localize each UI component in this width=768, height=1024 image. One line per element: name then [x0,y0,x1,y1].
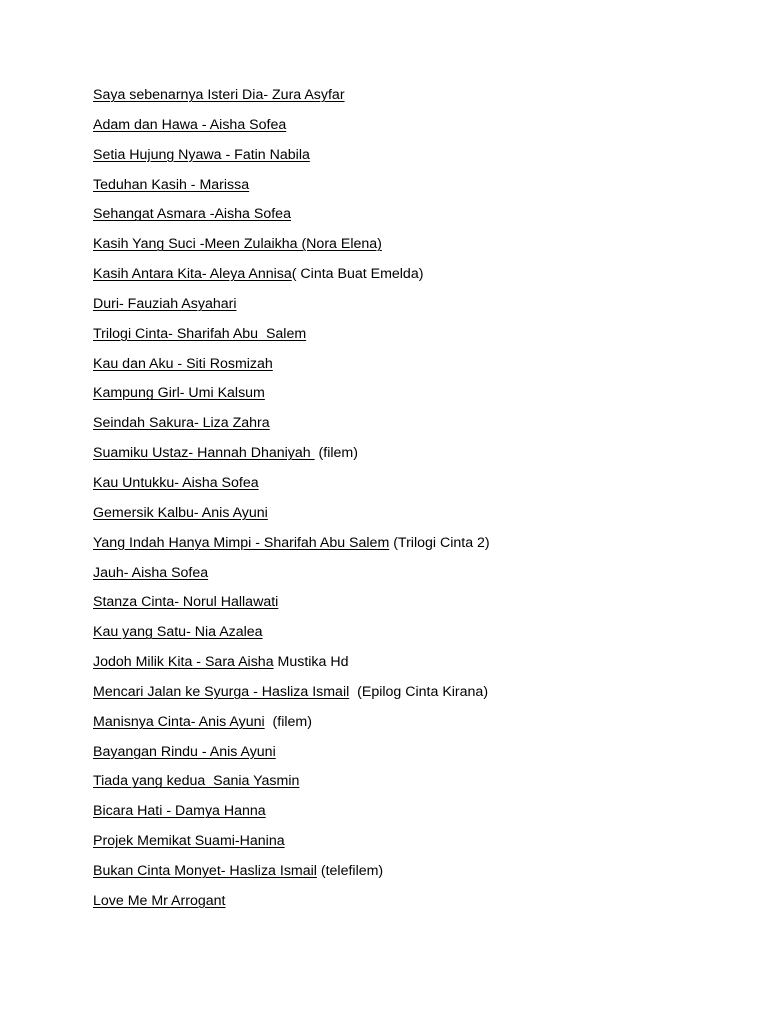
book-title-link[interactable]: Kasih Antara Kita- Aleya Annisa [93,266,292,283]
list-item [93,442,733,472]
list-item [93,532,733,562]
list-item [93,681,733,711]
list-item [93,711,733,741]
book-title-link[interactable]: Love Me Mr Arrogant [93,892,226,909]
book-title-link[interactable]: Saya sebenarnya Isteri Dia- Zura Asyfar [93,87,345,103]
list-item [93,860,733,890]
book-note: ( Cinta Buat Emelda) [291,266,424,283]
book-note: (telefilem) [316,862,384,879]
list-item [93,382,733,412]
list-item [93,621,733,651]
book-title-link[interactable]: Kasih Yang Suci -Meen Zulaikha (Nora Elena) [93,236,382,253]
list-item [93,203,733,233]
list-item [93,830,733,860]
list-item [93,412,733,442]
list-item [93,890,733,920]
book-title-link[interactable]: Mencari Jalan ke Syurga - Hasliza Ismail [93,683,350,700]
book-title-link[interactable]: Stanza Cinta- Norul Hallawati [93,594,279,611]
book-list [93,84,733,920]
book-title-link[interactable]: Seindah Sakura- Liza Zahra [93,415,270,432]
list-item [93,741,733,771]
book-title-link[interactable]: Tiada yang kedua Sania Yasmin [93,773,300,790]
book-title-link[interactable]: Kau dan Aku - Siti Rosmizah [93,355,273,372]
list-item [93,770,733,800]
book-note: Mustika Hd [273,654,349,671]
book-title-link[interactable]: Kau yang Satu- Nia Azalea [93,624,263,641]
list-item [93,651,733,681]
book-title-link[interactable]: Yang Indah Hanya Mimpi - Sharifah Abu Salem [93,534,390,551]
book-title-link[interactable]: Teduhan Kasih - Marissa [93,176,250,193]
book-note: (filem) [314,445,358,462]
list-item [93,502,733,532]
book-title-link[interactable]: Kampung Girl- Umi Kalsum [93,385,265,402]
list-item [93,293,733,323]
book-title-link[interactable]: Bicara Hati - Damya Hanna [93,803,266,820]
list-item [93,800,733,830]
book-note: (Trilogi Cinta 2) [389,534,490,551]
book-title-link[interactable]: Kau Untukku- Aisha Sofea [93,474,259,491]
book-title-link[interactable]: Trilogi Cinta- Sharifah Abu Salem [93,325,307,342]
list-item [93,84,733,114]
book-title-link[interactable]: Setia Hujung Nyawa - Fatin Nabila [93,146,310,163]
list-item [93,174,733,204]
list-item [93,263,733,293]
list-item [93,233,733,263]
book-note: (Epilog Cinta Kirana) [349,683,489,700]
book-title-link[interactable]: Gemersik Kalbu- Anis Ayuni [93,504,268,521]
list-item [93,472,733,502]
list-item [93,144,733,174]
list-item [93,562,733,592]
book-title-link[interactable]: Bayangan Rindu - Anis Ayuni [93,743,276,760]
book-title-link[interactable]: Sehangat Asmara -Aisha Sofea [93,206,291,223]
book-title-link[interactable]: Manisnya Cinta- Anis Ayuni [93,713,265,730]
book-title-link[interactable]: Jauh- Aisha Sofea [93,564,209,581]
book-title-link[interactable]: Jodoh Milik Kita - Sara Aisha [93,654,274,671]
list-item [93,323,733,353]
book-title-link[interactable]: Suamiku Ustaz- Hannah Dhaniyah [93,445,315,462]
list-item [93,114,733,144]
book-title-link[interactable]: Bukan Cinta Monyet- Hasliza Ismail [93,862,317,879]
book-title-link[interactable]: Duri- Fauziah Asyahari [93,295,237,312]
book-title-link[interactable]: Projek Memikat Suami-Hanina [93,833,285,850]
list-item [93,591,733,621]
book-note: (filem) [264,713,312,730]
book-title-link[interactable]: Adam dan Hawa - Aisha Sofea [93,116,287,133]
list-item [93,353,733,383]
